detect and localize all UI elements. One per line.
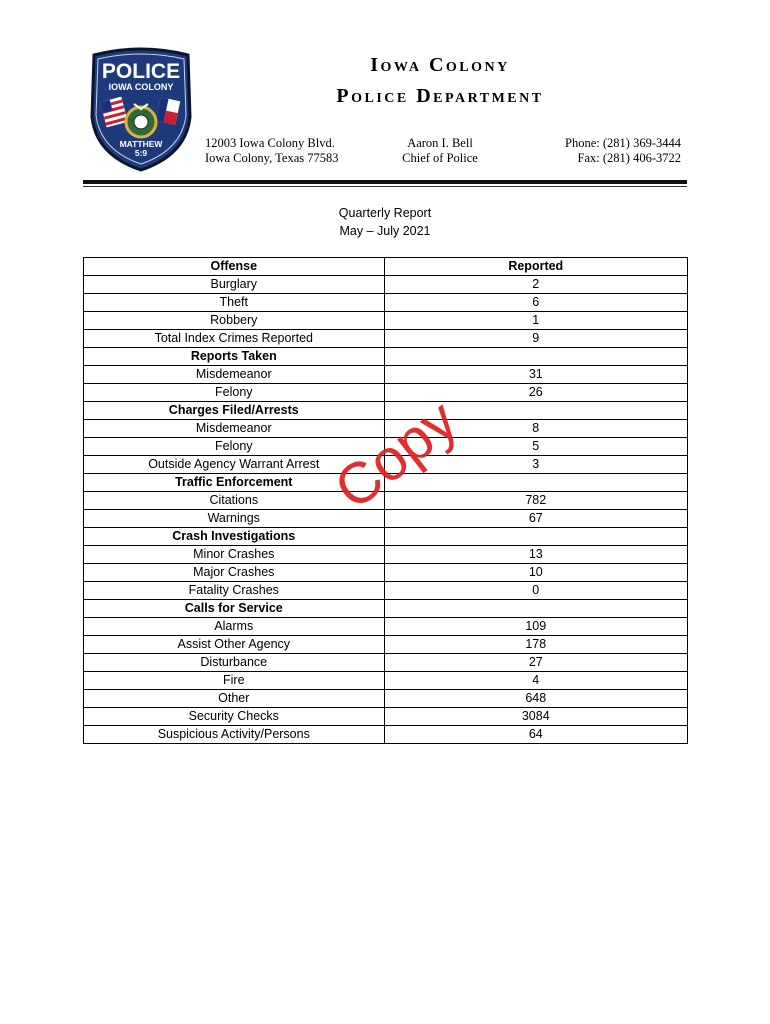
- offense-label: Warnings: [84, 510, 385, 528]
- chief-block: [380, 136, 500, 166]
- table-row: [84, 474, 688, 492]
- reported-value: 2: [384, 276, 687, 294]
- offense-label: Major Crashes: [84, 564, 385, 582]
- offense-label: Citations: [84, 492, 385, 510]
- offense-label: Felony: [84, 384, 385, 402]
- offense-label: Misdemeanor: [84, 366, 385, 384]
- section-heading: Reports Taken: [84, 348, 385, 366]
- table-row: [84, 618, 688, 636]
- reported-value: 648: [384, 690, 687, 708]
- table-row: [84, 438, 688, 456]
- reported-value: 13: [384, 546, 687, 564]
- reported-value: 0: [384, 582, 687, 600]
- table-row: [84, 708, 688, 726]
- table-row: [84, 294, 688, 312]
- table-body: [84, 276, 688, 744]
- copy-watermark: Copy: [322, 387, 470, 523]
- reported-value: 64: [384, 726, 687, 744]
- reported-value: [384, 402, 687, 420]
- offense-label: Felony: [84, 438, 385, 456]
- offense-report-table: [83, 257, 688, 744]
- offense-label: Theft: [84, 294, 385, 312]
- reported-value: 8: [384, 420, 687, 438]
- reported-value: 3: [384, 456, 687, 474]
- reported-value: [384, 528, 687, 546]
- offense-label: Assist Other Agency: [84, 636, 385, 654]
- table-row: [84, 510, 688, 528]
- reported-value: 5: [384, 438, 687, 456]
- section-heading: Calls for Service: [84, 600, 385, 618]
- offense-label: Minor Crashes: [84, 546, 385, 564]
- table-row: [84, 636, 688, 654]
- department-title-line2: Police Department: [336, 85, 544, 107]
- reported-value: 3084: [384, 708, 687, 726]
- reported-value: 178: [384, 636, 687, 654]
- table-row: [84, 672, 688, 690]
- header-offense: Offense: [84, 258, 385, 276]
- reported-value: [384, 348, 687, 366]
- header-reported: Reported: [384, 258, 687, 276]
- offense-label: Robbery: [84, 312, 385, 330]
- chief-title: Chief of Police: [402, 151, 478, 165]
- table-row: [84, 726, 688, 744]
- table-row: [84, 384, 688, 402]
- reported-value: 26: [384, 384, 687, 402]
- table-row: [84, 420, 688, 438]
- table-row: [84, 528, 688, 546]
- badge-bottom-text-1: MATTHEW: [119, 139, 163, 149]
- reported-value: 109: [384, 618, 687, 636]
- reported-value: 9: [384, 330, 687, 348]
- reported-value: [384, 474, 687, 492]
- chief-name: Aaron I. Bell: [407, 136, 473, 150]
- badge-bottom-text-2: 5:9: [134, 148, 148, 158]
- report-title: Quarterly Report: [338, 206, 432, 220]
- table-row: [84, 366, 688, 384]
- police-badge-logo: [86, 47, 196, 172]
- reported-value: [384, 600, 687, 618]
- reported-value: 10: [384, 564, 687, 582]
- phone-number: Phone: (281) 369-3444: [565, 136, 681, 150]
- badge-middle-text: IOWA COLONY: [108, 82, 174, 92]
- address-line1: 12003 Iowa Colony Blvd.: [205, 136, 335, 150]
- reported-value: 782: [384, 492, 687, 510]
- reported-value: 6: [384, 294, 687, 312]
- address-block: [205, 136, 338, 166]
- table-row: [84, 456, 688, 474]
- table-row: [84, 600, 688, 618]
- offense-label: Fatality Crashes: [84, 582, 385, 600]
- table-row: [84, 402, 688, 420]
- offense-label: Suspicious Activity/Persons: [84, 726, 385, 744]
- header-divider: [83, 180, 687, 184]
- table-row: [84, 312, 688, 330]
- table-row: [84, 690, 688, 708]
- offense-label: Other: [84, 690, 385, 708]
- offense-label: Alarms: [84, 618, 385, 636]
- table-row: [84, 582, 688, 600]
- badge-top-text: POLICE: [101, 60, 181, 83]
- address-line2: Iowa Colony, Texas 77583: [205, 151, 339, 165]
- contact-block: [520, 136, 681, 166]
- offense-label: Security Checks: [84, 708, 385, 726]
- reported-value: 67: [384, 510, 687, 528]
- offense-label: Total Index Crimes Reported: [84, 330, 385, 348]
- table-row: [84, 564, 688, 582]
- section-heading: Traffic Enforcement: [84, 474, 385, 492]
- fax-number: Fax: (281) 406-3722: [577, 151, 681, 165]
- table-row: [84, 330, 688, 348]
- reported-value: 4: [384, 672, 687, 690]
- offense-label: Misdemeanor: [84, 420, 385, 438]
- reported-value: 1: [384, 312, 687, 330]
- report-period: May – July 2021: [339, 224, 431, 238]
- offense-label: Fire: [84, 672, 385, 690]
- section-heading: Charges Filed/Arrests: [84, 402, 385, 420]
- table-row: [84, 276, 688, 294]
- table-row: [84, 546, 688, 564]
- offense-label: Outside Agency Warrant Arrest: [84, 456, 385, 474]
- offense-label: Burglary: [84, 276, 385, 294]
- offense-label: Disturbance: [84, 654, 385, 672]
- header-divider-thin: [83, 186, 687, 187]
- table-header-row: [84, 258, 688, 276]
- table-row: [84, 348, 688, 366]
- department-title-line1: Iowa Colony: [370, 54, 510, 76]
- table-row: [84, 492, 688, 510]
- reported-value: 27: [384, 654, 687, 672]
- reported-value: 31: [384, 366, 687, 384]
- section-heading: Crash Investigations: [84, 528, 385, 546]
- table-row: [84, 654, 688, 672]
